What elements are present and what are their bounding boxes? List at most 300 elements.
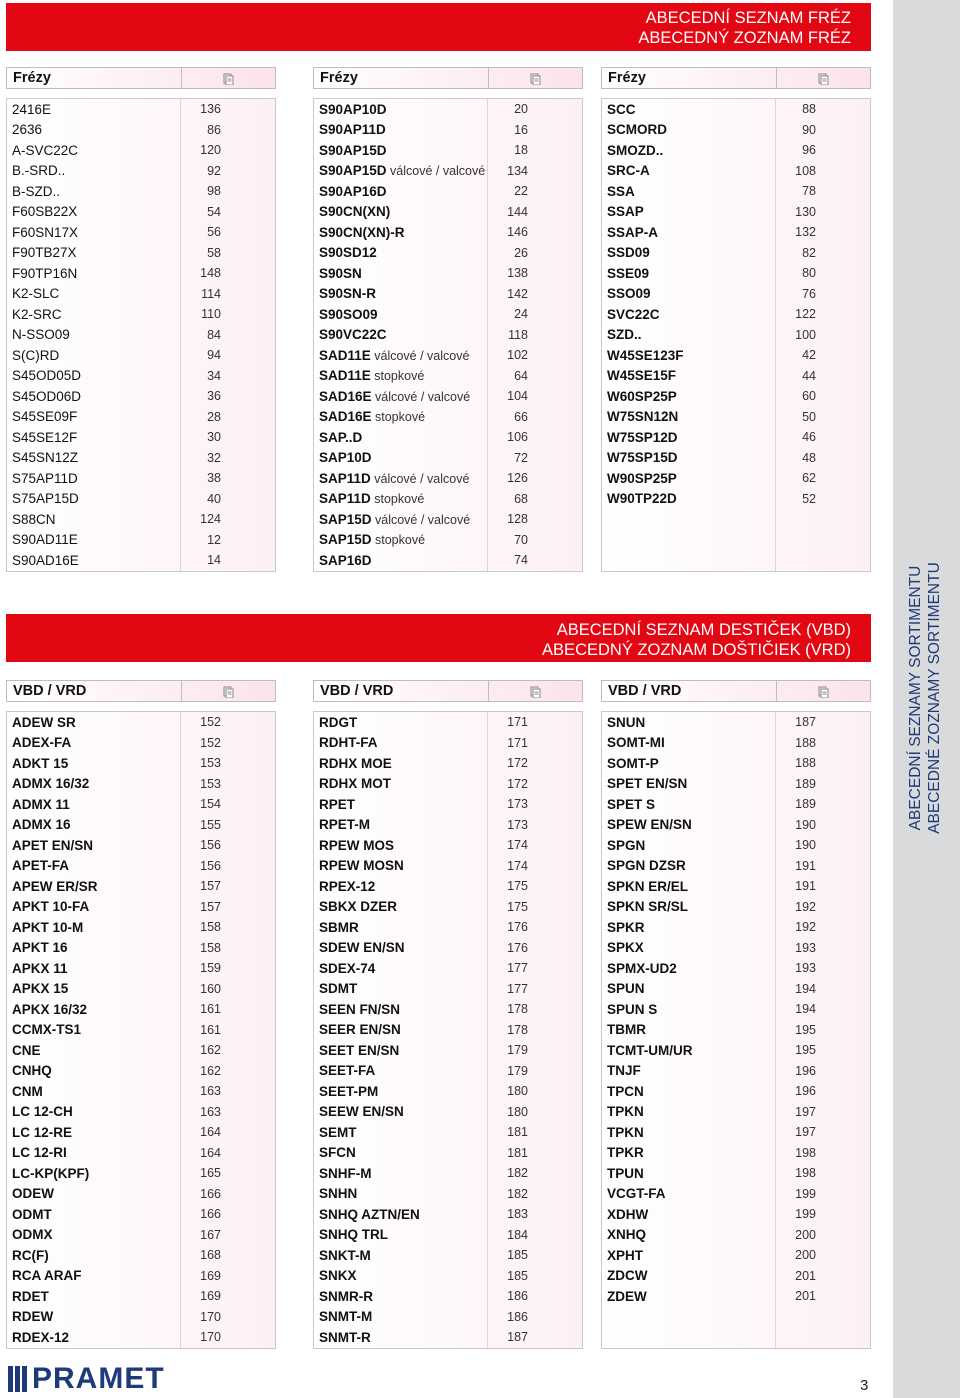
item-page: 132 <box>795 225 816 240</box>
table-row <box>602 243 870 264</box>
table-row <box>602 550 870 571</box>
item-page: 195 <box>795 1043 816 1058</box>
item-code: TPCN <box>607 1083 644 1099</box>
item-code: SNMT-R <box>319 1329 371 1345</box>
table-row <box>7 774 275 795</box>
table-row <box>314 1266 582 1287</box>
book-icon <box>530 686 541 698</box>
side-title-line1: ABECEDNÍ SEZNAMY SORTIMENTU <box>907 565 924 831</box>
item-code: W90SP25P <box>607 470 677 486</box>
item-page: 36 <box>207 389 221 404</box>
table-row <box>7 1081 275 1102</box>
item-page: 155 <box>200 817 221 832</box>
item-code: 2416E <box>12 101 52 117</box>
item-page: 152 <box>200 715 221 730</box>
pramet-logo <box>8 1362 165 1396</box>
item-code: SSAP-A <box>607 224 659 240</box>
table-row <box>314 407 582 428</box>
table-row <box>602 366 870 387</box>
item-page: 186 <box>507 1289 528 1304</box>
item-code: SPKX <box>607 940 644 956</box>
item-code: ADMX 16/32 <box>12 776 90 792</box>
table-row <box>7 897 275 918</box>
vbd-table-3 <box>601 711 871 1349</box>
table-row <box>314 386 582 407</box>
item-variant: válcové / valcové <box>371 389 471 404</box>
item-page: 187 <box>507 1330 528 1345</box>
item-page: 58 <box>207 245 221 260</box>
item-code: S90SD12 <box>319 245 377 261</box>
table-row <box>602 263 870 284</box>
item-code: TCMT-UM/UR <box>607 1042 693 1058</box>
table-row <box>314 938 582 959</box>
side-title <box>906 562 944 834</box>
frezy-header-label: Frézy <box>608 70 646 86</box>
item-page: 90 <box>802 122 816 137</box>
item-code: S90CN(XN)-R <box>319 224 405 240</box>
item-code: APKX 11 <box>12 960 68 976</box>
item-code: SNKX <box>319 1268 357 1284</box>
item-code: SPUN S <box>607 1001 658 1017</box>
item-page: 192 <box>795 920 816 935</box>
item-page: 201 <box>795 1268 816 1283</box>
table-row <box>602 468 870 489</box>
item-code: SPET S <box>607 796 656 812</box>
item-page: 178 <box>507 1002 528 1017</box>
table-row <box>314 489 582 510</box>
item-variant: stopkové <box>370 492 425 507</box>
item-page: 70 <box>514 532 528 547</box>
table-row <box>7 140 275 161</box>
item-code: RPEW MOS <box>319 837 395 853</box>
table-row <box>602 386 870 407</box>
table-row <box>314 1327 582 1348</box>
item-page: 158 <box>200 940 221 955</box>
item-code: RDHT-FA <box>319 735 378 751</box>
item-code: F90TP16N <box>12 265 78 281</box>
table-row <box>314 979 582 1000</box>
item-code: SPGN <box>607 837 646 853</box>
item-page: 156 <box>200 838 221 853</box>
table-row <box>7 284 275 305</box>
item-page: 197 <box>795 1104 816 1119</box>
item-page: 92 <box>207 163 221 178</box>
item-code: SPUN <box>607 981 645 997</box>
table-row <box>7 999 275 1020</box>
table-row <box>7 938 275 959</box>
item-page: 163 <box>200 1104 221 1119</box>
item-page: 156 <box>200 858 221 873</box>
table-row <box>314 99 582 120</box>
item-code: S90AD11E <box>12 532 78 548</box>
banner-frezy-line2: ABECEDNÝ ZOZNAM FRÉZ <box>638 29 851 47</box>
table-row <box>7 1327 275 1348</box>
item-page: 84 <box>207 327 221 342</box>
item-code: S45OD05D <box>12 368 82 384</box>
table-row <box>314 1245 582 1266</box>
item-page: 201 <box>795 1289 816 1304</box>
table-row <box>602 1040 870 1061</box>
item-code: ADKT 15 <box>12 755 69 771</box>
item-code: ODEW <box>12 1186 54 1202</box>
item-code: F60SB22X <box>12 204 78 220</box>
table-row <box>602 202 870 223</box>
item-code: F90TB27X <box>12 245 77 261</box>
table-row <box>7 222 275 243</box>
pramet-logo-mark <box>8 1364 28 1394</box>
item-code: ODMT <box>12 1206 52 1222</box>
item-page: 34 <box>207 368 221 383</box>
item-code: B-SZD.. <box>12 183 61 199</box>
item-code: XNHQ <box>607 1227 647 1243</box>
item-code: S90AP15D válcové / valcové <box>319 163 486 179</box>
item-code: SPET EN/SN <box>607 776 688 792</box>
item-code: APKT 16 <box>12 940 68 956</box>
item-page: 198 <box>795 1145 816 1160</box>
table-row <box>7 1040 275 1061</box>
table-row <box>314 243 582 264</box>
item-code: SAP15D stopkové <box>319 532 426 548</box>
table-row <box>602 489 870 510</box>
table-row <box>7 468 275 489</box>
item-page: 46 <box>802 430 816 445</box>
item-page: 172 <box>507 776 528 791</box>
banner-frezy-line1: ABECEDNÍ SEZNAM FRÉZ <box>645 9 851 27</box>
table-row <box>7 345 275 366</box>
item-code: SPEW EN/SN <box>607 817 692 833</box>
item-page: 164 <box>200 1145 221 1160</box>
item-page: 181 <box>507 1145 528 1160</box>
item-page: 180 <box>507 1084 528 1099</box>
item-code: S90SN-R <box>319 286 377 302</box>
item-page: 173 <box>507 817 528 832</box>
item-code: APKX 15 <box>12 981 69 997</box>
item-page: 194 <box>795 981 816 996</box>
table-row <box>314 325 582 346</box>
item-page: 16 <box>514 122 528 137</box>
item-page: 62 <box>802 471 816 486</box>
item-code: TPUN <box>607 1165 644 1181</box>
item-page: 171 <box>507 715 528 730</box>
table-row <box>602 1122 870 1143</box>
item-code: LC 12-RI <box>12 1145 67 1161</box>
table-row <box>7 263 275 284</box>
item-page: 175 <box>507 879 528 894</box>
item-page: 142 <box>507 286 528 301</box>
table-row <box>602 448 870 469</box>
item-page: 154 <box>200 797 221 812</box>
table-row <box>602 1061 870 1082</box>
item-page: 157 <box>200 879 221 894</box>
item-code: SPKN SR/SL <box>607 899 689 915</box>
item-page: 163 <box>200 1084 221 1099</box>
item-code: SMOZD.. <box>607 142 664 158</box>
item-code: S45SE09F <box>12 409 78 425</box>
table-row <box>314 345 582 366</box>
table-row <box>602 1266 870 1287</box>
item-page: 158 <box>200 920 221 935</box>
table-row <box>314 1163 582 1184</box>
item-code: SNKT-M <box>319 1247 371 1263</box>
item-code: SCC <box>607 101 636 117</box>
table-row <box>602 530 870 551</box>
item-page: 182 <box>507 1186 528 1201</box>
item-page: 60 <box>802 389 816 404</box>
item-page: 102 <box>507 348 528 363</box>
table-row <box>314 161 582 182</box>
table-row <box>7 366 275 387</box>
table-row <box>602 427 870 448</box>
item-code: SEET-PM <box>319 1083 379 1099</box>
item-code: SZD.. <box>607 327 642 343</box>
item-page: 164 <box>200 1125 221 1140</box>
item-code: S90AP16D <box>319 183 387 199</box>
item-page: 114 <box>201 286 221 301</box>
item-code: RDEW <box>12 1309 54 1325</box>
table-row <box>7 448 275 469</box>
item-page: 134 <box>507 163 528 178</box>
table-row <box>314 468 582 489</box>
item-page: 196 <box>795 1063 816 1078</box>
item-code: W75SP15D <box>607 450 678 466</box>
table-row <box>7 1184 275 1205</box>
item-code: RPET <box>319 796 356 812</box>
item-page: 185 <box>507 1248 528 1263</box>
table-row <box>314 1307 582 1328</box>
item-page: 193 <box>795 940 816 955</box>
item-code: W45SE123F <box>607 347 684 363</box>
item-page: 180 <box>507 1104 528 1119</box>
item-page: 138 <box>507 266 528 281</box>
table-row <box>602 1245 870 1266</box>
table-row <box>314 181 582 202</box>
item-code: SSA <box>607 183 635 199</box>
item-page: 194 <box>795 1002 816 1017</box>
item-code: SBMR <box>319 919 359 935</box>
table-row <box>602 1327 870 1348</box>
item-code: S90AP11D <box>319 122 386 138</box>
table-row <box>7 243 275 264</box>
table-row <box>314 1204 582 1225</box>
item-code: SOMT-MI <box>607 735 665 751</box>
item-page: 184 <box>507 1227 528 1242</box>
table-row <box>602 1081 870 1102</box>
table-row <box>7 304 275 325</box>
item-code: CNE <box>12 1042 41 1058</box>
table-row <box>314 753 582 774</box>
book-icon <box>818 73 829 85</box>
item-code: TNJF <box>607 1063 641 1079</box>
item-page: 82 <box>802 245 816 260</box>
item-code: S75AP11D <box>12 470 78 486</box>
item-code: SPGN DZSR <box>607 858 686 874</box>
table-row <box>602 1163 870 1184</box>
table-row <box>7 979 275 1000</box>
table-row <box>7 1225 275 1246</box>
item-page: 20 <box>514 102 528 117</box>
table-row <box>602 999 870 1020</box>
table-row <box>314 284 582 305</box>
table-row <box>7 530 275 551</box>
frezy-table-2 <box>313 98 583 572</box>
item-page: 162 <box>200 1043 221 1058</box>
item-page: 188 <box>795 735 816 750</box>
item-page: 162 <box>200 1063 221 1078</box>
table-row <box>602 815 870 836</box>
table-row <box>314 140 582 161</box>
item-code: APEW ER/SR <box>12 878 98 894</box>
header-divider <box>776 681 777 701</box>
table-row <box>7 120 275 141</box>
item-code: TBMR <box>607 1022 646 1038</box>
table-row <box>602 345 870 366</box>
item-code: SPKN ER/EL <box>607 878 689 894</box>
item-page: 12 <box>207 532 221 547</box>
item-code: SNHF-M <box>319 1165 372 1181</box>
vbd-header-1 <box>6 680 276 702</box>
item-page: 167 <box>200 1227 221 1242</box>
table-row <box>602 938 870 959</box>
side-title-line2: ABECEDNÉ ZOZNAMY SORTIMENTU <box>926 562 943 834</box>
item-code: SNHN <box>319 1186 358 1202</box>
table-row <box>7 161 275 182</box>
table-row <box>314 856 582 877</box>
item-page: 130 <box>795 204 816 219</box>
item-code: ADMX 11 <box>12 796 70 812</box>
table-row <box>602 794 870 815</box>
table-row <box>314 550 582 571</box>
table-row <box>602 1143 870 1164</box>
table-row <box>7 856 275 877</box>
table-row <box>602 917 870 938</box>
item-page: 64 <box>514 368 528 383</box>
vbd-header-label: VBD / VRD <box>608 683 682 699</box>
item-page: 176 <box>507 920 528 935</box>
vbd-header-3 <box>601 680 871 702</box>
item-page: 110 <box>201 307 221 322</box>
item-page: 193 <box>795 961 816 976</box>
book-icon <box>223 686 234 698</box>
item-code: TPKN <box>607 1124 644 1140</box>
table-row <box>7 427 275 448</box>
table-row <box>602 304 870 325</box>
item-code: VCGT-FA <box>607 1186 666 1202</box>
item-code: S45OD06D <box>12 388 82 404</box>
item-page: 98 <box>207 184 221 199</box>
item-code: SNHQ AZTN/EN <box>319 1206 420 1222</box>
item-page: 191 <box>795 879 816 894</box>
item-code: K2-SLC <box>12 286 60 302</box>
item-page: 32 <box>207 450 221 465</box>
item-code: S90SO09 <box>319 306 378 322</box>
item-code: SNHQ TRL <box>319 1227 388 1243</box>
item-page: 170 <box>200 1330 221 1345</box>
item-page: 183 <box>507 1207 528 1222</box>
item-page: 152 <box>200 735 221 750</box>
table-row <box>7 509 275 530</box>
item-page: 160 <box>200 981 221 996</box>
vbd-header-label: VBD / VRD <box>320 683 394 699</box>
item-code: SSD09 <box>607 245 650 261</box>
table-row <box>7 1143 275 1164</box>
table-row <box>602 120 870 141</box>
vbd-header-2 <box>313 680 583 702</box>
item-code: W90TP22D <box>607 491 677 507</box>
item-page: 78 <box>802 184 816 199</box>
table-row <box>7 1102 275 1123</box>
table-row <box>7 202 275 223</box>
item-code: ZDEW <box>607 1288 647 1304</box>
table-row <box>7 753 275 774</box>
header-divider <box>181 68 182 88</box>
table-row <box>314 304 582 325</box>
item-code: SFCN <box>319 1145 356 1161</box>
item-page: 161 <box>200 1022 221 1037</box>
table-row <box>602 181 870 202</box>
item-code: SEER EN/SN <box>319 1022 401 1038</box>
item-page: 199 <box>795 1207 816 1222</box>
item-page: 169 <box>200 1289 221 1304</box>
table-row <box>7 876 275 897</box>
item-code: ODMX <box>12 1227 53 1243</box>
vbd-table-1 <box>6 711 276 1349</box>
item-page: 22 <box>514 184 528 199</box>
item-page: 148 <box>200 266 221 281</box>
item-variant: válcové / valcové <box>371 512 471 527</box>
item-code: SSO09 <box>607 286 651 302</box>
item-code: SNUN <box>607 714 646 730</box>
item-page: 171 <box>507 735 528 750</box>
item-page: 199 <box>795 1186 816 1201</box>
frezy-header-3 <box>601 67 871 89</box>
item-code: SVC22C <box>607 306 660 322</box>
item-code: SRC-A <box>607 163 650 179</box>
item-variant: válcové / valcové <box>386 164 486 179</box>
table-row <box>314 1081 582 1102</box>
table-row <box>314 427 582 448</box>
item-page: 172 <box>507 756 528 771</box>
banner-vbd-line2: ABECEDNÝ ZOZNAM DOŠTIČIEK (VRD) <box>542 641 851 659</box>
table-row <box>602 876 870 897</box>
item-variant: stopkové <box>371 410 426 425</box>
header-divider <box>488 68 489 88</box>
item-code: S45SE12F <box>12 429 78 445</box>
table-row <box>314 917 582 938</box>
item-code: S90CN(XN) <box>319 204 391 220</box>
page-number: 3 <box>860 1377 869 1394</box>
item-code: CNHQ <box>12 1063 52 1079</box>
table-row <box>314 222 582 243</box>
item-code: SDEW EN/SN <box>319 940 405 956</box>
table-row <box>602 99 870 120</box>
table-row <box>602 1286 870 1307</box>
item-code: RDHX MOE <box>319 755 392 771</box>
table-row <box>602 407 870 428</box>
item-page: 196 <box>795 1084 816 1099</box>
table-row <box>602 733 870 754</box>
item-code: ADEX-FA <box>12 735 72 751</box>
item-code: F60SN17X <box>12 224 79 240</box>
table-row <box>314 1184 582 1205</box>
item-page: 187 <box>795 715 816 730</box>
item-page: 120 <box>200 143 221 158</box>
frezy-header-2 <box>313 67 583 89</box>
item-code: SAD11E válcové / valcové <box>319 347 470 363</box>
item-code: ADEW SR <box>12 714 76 730</box>
item-page: 166 <box>200 1186 221 1201</box>
table-row <box>7 958 275 979</box>
item-code: SAP11D stopkové <box>319 491 425 507</box>
